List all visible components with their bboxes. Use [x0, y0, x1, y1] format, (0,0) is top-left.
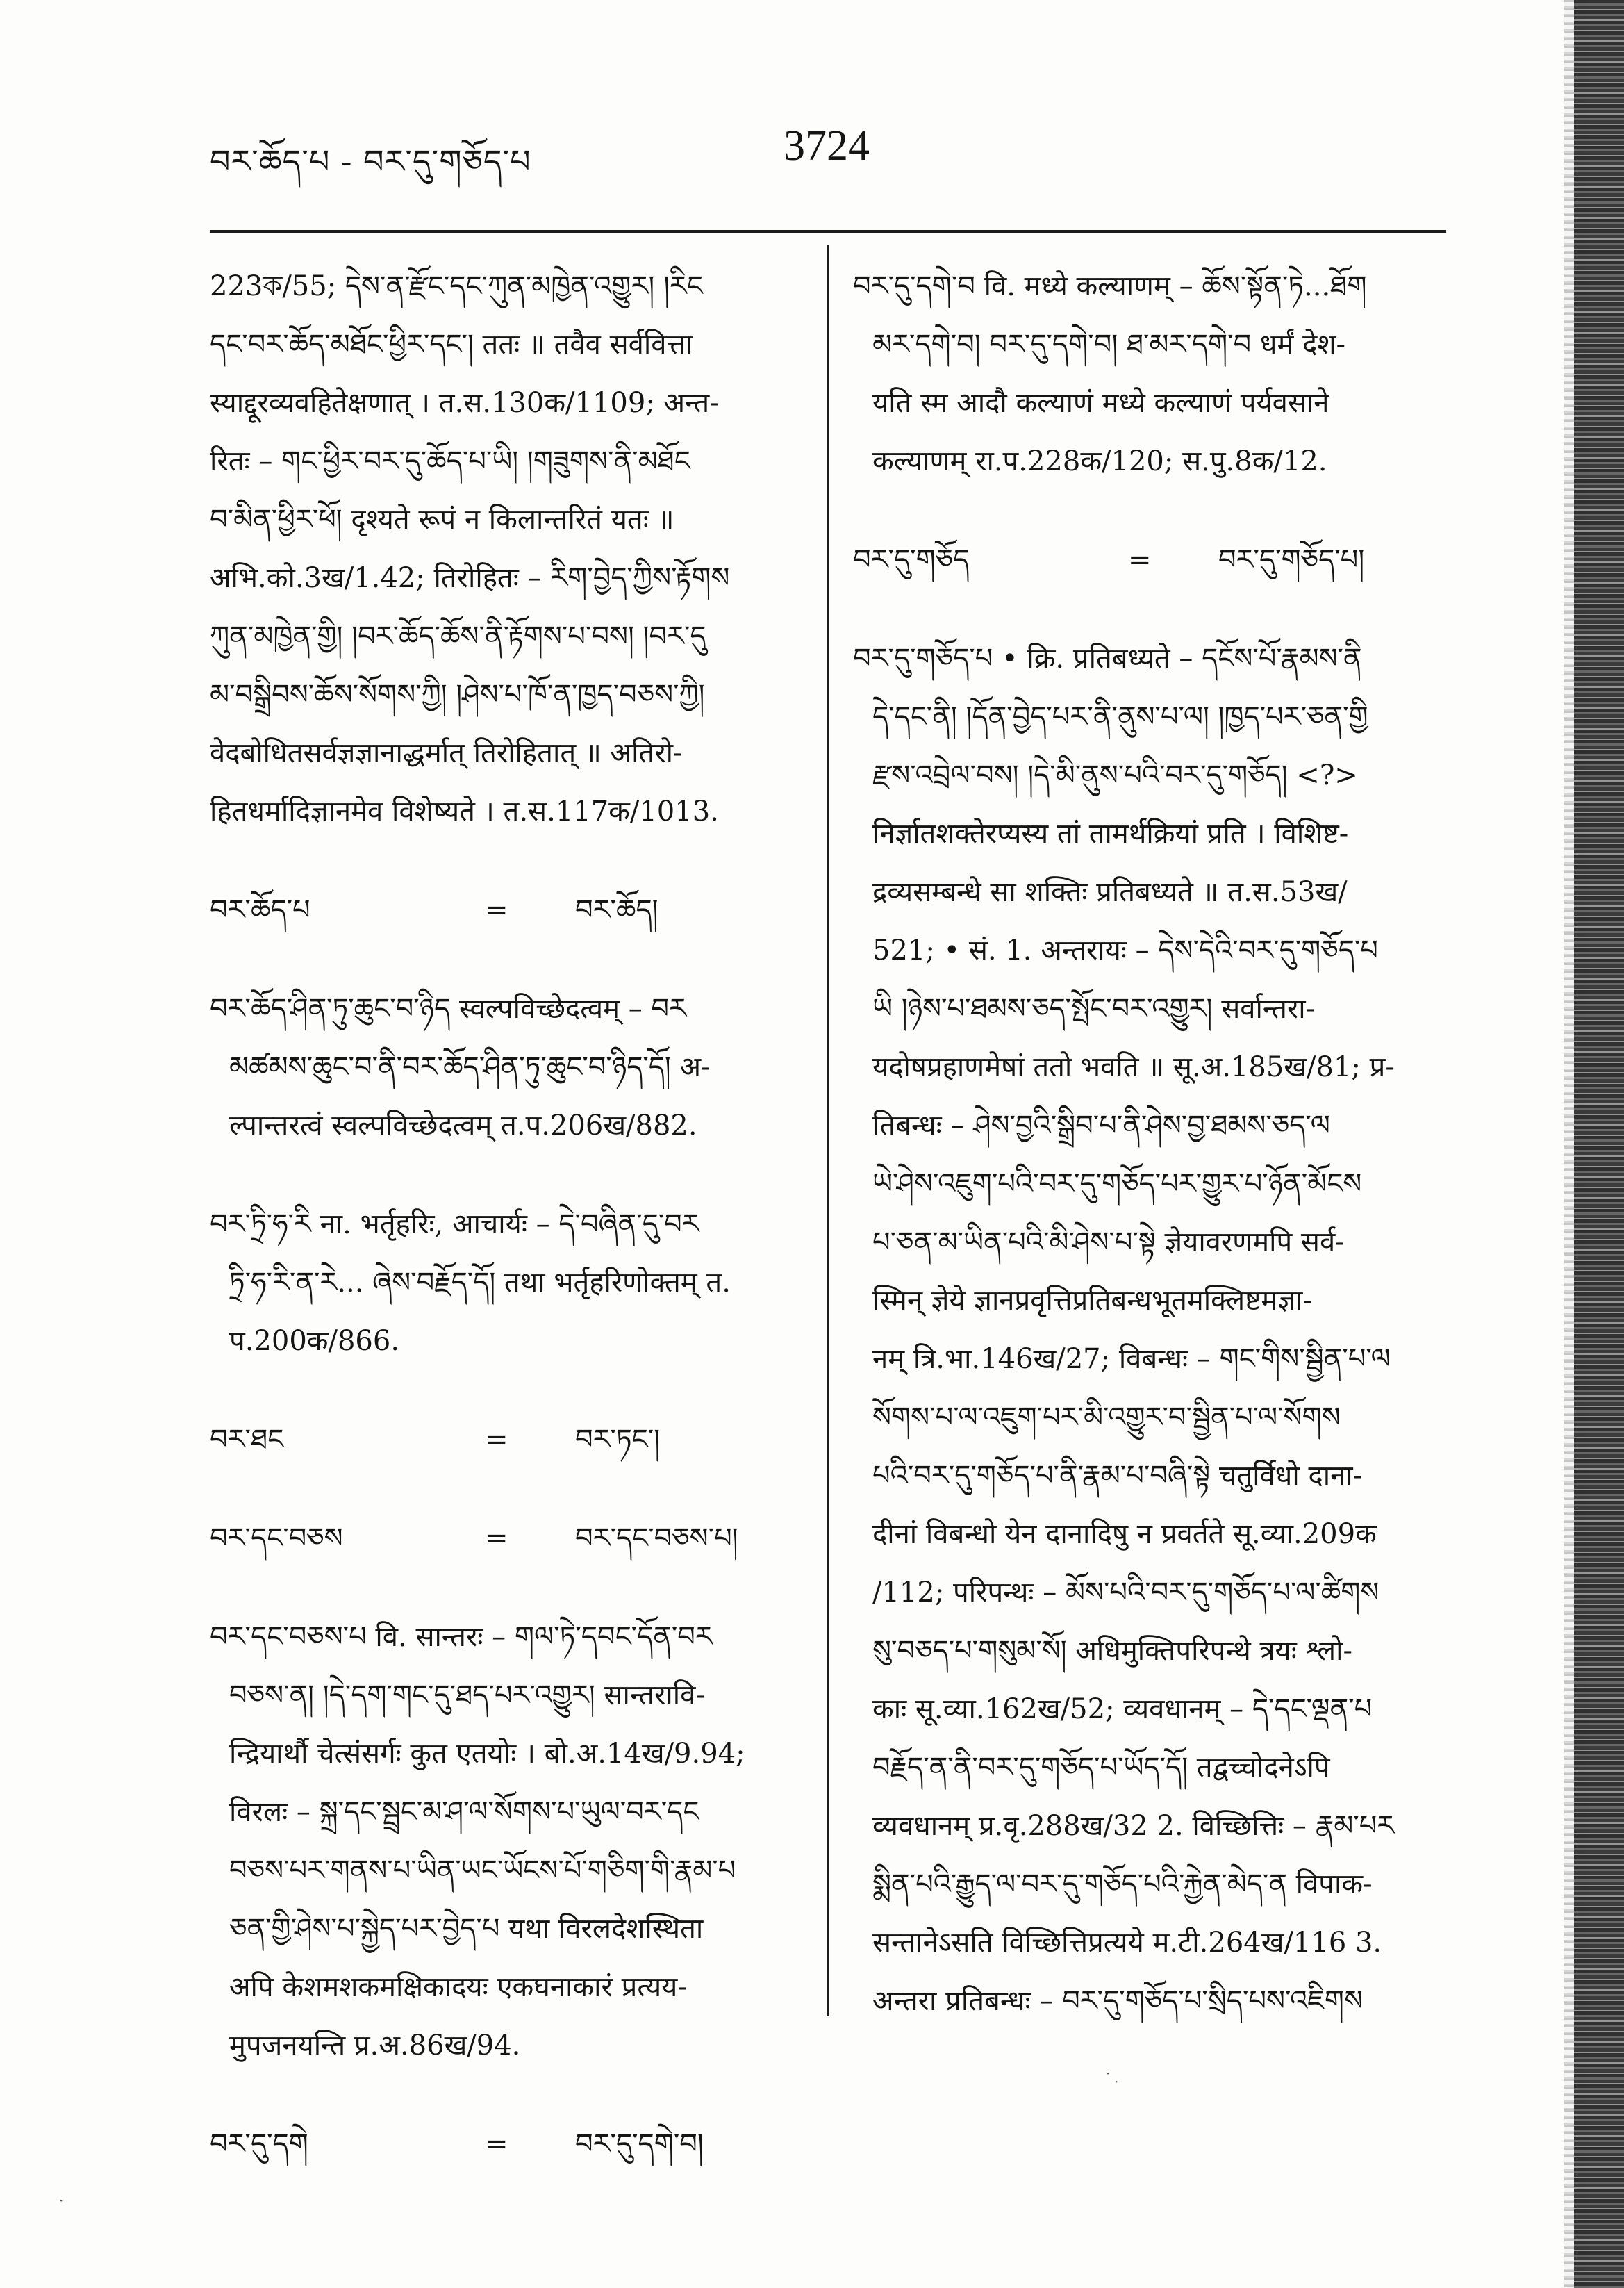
entry-line: न्द्रियार्थौ चेत्संसर्गः कुत एतयोः । बो.अ.14ख/9.94;	[229, 1738, 745, 1770]
entry-line: བར་དང་བཅས་པ वि. सान्तरः – གལ་ཏེ་དབང་དོན་བར	[210, 1621, 713, 1653]
entry-line: མ་བསྒྲིབས་ཆོས་སོགས་ཀྱི། །ཤེས་པ་ཁོ་ན་ཁྱད་བཅས་ཀྱི།	[210, 679, 705, 711]
entry-line: वेदबोधितसर्वज्ञज्ञानाद्धर्मात् तिरोहितात् ॥ अतिरो-	[210, 737, 683, 769]
headword: བར་ཐང	[210, 1424, 284, 1456]
headword: བར་དུ་གཅོད	[853, 544, 970, 576]
entry-line: तिबन्धः – ཤེས་བྱའི་སྒྲིབ་པ་ནི་ཤེས་བྱ་ཐམས་ཅད་ལ	[872, 1110, 1330, 1142]
entry-line: སྨིན་པའི་རྒྱུད་ལ་བར་དུ་གཅོད་པའི་རྐྱེན་མེད་ན विपाक-	[872, 1868, 1373, 1900]
entry-line: कल्याणम् रा.प.228क/120; स.पु.8क/12.	[872, 445, 1327, 477]
entry-line: स्याद्दूरव्यवहितेक्षणात् । त.स.130क/1109; अन्त-	[210, 387, 719, 419]
entry-line: यति स्म आदौ कल्याणं मध्ये कल्याणं पर्यवसाने	[872, 387, 1329, 419]
right-column	[853, 257, 1450, 2071]
entry-line: དང་བར་ཆོད་མཐོང་ཕྱིར་དང་། ततः ॥ तवैव सर्ववित्ता	[210, 329, 693, 361]
entry-line: ल्पान्तरत्वं स्वल्पविच्छेदत्वम् त.प.206ख/882.	[229, 1110, 697, 1142]
equals-sign: =	[1128, 544, 1152, 576]
dictionary-entry	[853, 629, 1450, 2030]
entry-line: 223ক/55; དེས་ན་རྫོང་དང་ཀུན་མཁྱེན་འགྱུར། །རིང	[210, 270, 703, 302]
cross-reference-entry	[210, 881, 807, 939]
entry-line: 521; • सं. 1. अन्तरायः – དེས་དེའི་བར་དུ་གཅོད་པ	[872, 935, 1378, 966]
entry-line: མར་དགེ་བ། བར་དུ་དགེ་བ། ཐ་མར་དགེ་བ धर्मं देश-	[872, 329, 1346, 361]
entry-line: པ་ཅན་མ་ཡིན་པའི་མི་ཤེས་པ་སྟེ ज्ञेयावरणमपि सर्व-	[872, 1226, 1345, 1258]
entry-line: བར་ཆོད་ཤིན་ཏུ་ཆུང་བ་ཉིད स्वल्पविच्छेदत्वम् – བར	[210, 993, 686, 1025]
dictionary-entry	[210, 257, 807, 841]
entry-line: སུ་བཅད་པ་གསུམ་སོ། अधिमुक्तिपरिपन्थे त्रयः श्लो-	[872, 1635, 1353, 1667]
reference-target: བར་དང་བཅས་པ།	[575, 1522, 738, 1554]
entry-line: नम् त्रि.भा.146ख/27; विबन्धः – གང་གིས་སྦྱིན་པ་ལ	[872, 1343, 1391, 1375]
equals-sign: =	[485, 1424, 508, 1456]
entry-line: སོགས་པ་ལ་འཇུག་པར་མི་འགྱུར་བ་སྦྱིན་པ་ལ་སོགས	[872, 1401, 1341, 1433]
cross-reference-entry	[210, 1509, 807, 1567]
entry-line: दीनां विबन्धो येन दानादिषु न प्रवर्तते सू.व्या.209क	[872, 1518, 1377, 1550]
cross-reference-entry	[853, 531, 1450, 589]
entry-line: ཀུན་མཁྱེན་གྱི། །བར་ཆོད་ཆོས་ནི་རྟོགས་པ་བས། །བར་དུ	[210, 620, 706, 652]
left-column	[210, 257, 807, 2214]
equals-sign: =	[485, 894, 508, 926]
entry-line: मुपजनयन्ति प्र.अ.86ख/94.	[229, 2030, 521, 2061]
entry-line: ཡེ་ཤེས་འཇུག་པའི་བར་དུ་གཅོད་པར་གྱུར་པ་ཉོན་མོངས	[872, 1168, 1362, 1200]
entry-line: यदोषप्रहाणमेषां ततो भवति ॥ सू.अ.185ख/81; प्र-	[872, 1051, 1395, 1083]
entry-line: བཅས་ན། །དེ་དག་གང་དུ་ཐད་པར་འགྱུར། सान्तरावि-	[229, 1679, 705, 1711]
headword: བར་དུ་དགེ	[210, 2128, 308, 2160]
entry-line: /112; परिपन्थः – མོས་པའི་བར་དུ་གཅོད་པ་ལ་ཚིགས	[872, 1577, 1379, 1608]
entry-line: པའི་བར་དུ་གཅོད་པ་ནི་རྣམ་པ་བཞི་སྟེ चतुर्विधो दाना-	[872, 1460, 1363, 1492]
entry-line: བརྗོད་ན་ནི་བར་དུ་གཅོད་པ་ཡོད་དོ། तद्वच्चोदनेऽपि	[872, 1752, 1330, 1784]
cross-reference-entry	[210, 1410, 807, 1469]
entry-line: བ་མིན་ཕྱིར་ཕོ། दृश्यते रूपं न किलान्तरितं यतः ॥	[210, 504, 674, 536]
entry-line: स्मिन् ज्ञेये ज्ञानप्रवृत्तिप्रतिबन्धभूतमक्लिष्टमज्ञा-	[872, 1285, 1312, 1317]
entry-line: अपि केशमशकमक्षिकादयः एकघनाकारं प्रत्यय-	[229, 1971, 687, 2003]
entry-line: བར་ཏྲི་ཧ་རི ना. भर्तृहरिः, आचार्यः – དེ་བཞིན་དུ་བར	[210, 1208, 699, 1240]
entry-line: བཅས་པར་གནས་པ་ཡིན་ཡང་ཡོངས་པོ་གཅིག་གི་རྣམ་པ	[229, 1854, 736, 1886]
header-rule	[210, 230, 1446, 233]
entry-line: བར་དུ་དགེ་བ वि. मध्ये कल्याणम् – ཆོས་སྟོན་ཏེ...ཐོག	[853, 270, 1367, 302]
equals-sign: =	[485, 1522, 508, 1554]
entry-line: निर्ज्ञातशक्तेरप्यस्य तां तामर्थक्रियां प्रति । विशिष्ट-	[872, 818, 1349, 850]
entry-line: རྫས་འབྲེལ་བས། །དེ་མི་ནུས་པའི་བར་དུ་གཅོད། <?>	[872, 759, 1358, 791]
entry-line: सन्तानेऽसति विच्छित्तिप्रत्यये म.टी.264ख/116 3.	[872, 1927, 1382, 1959]
entry-line: ཡི །ཉེས་པ་ཐམས་ཅད་སྤོང་བར་འགྱུར། सर्वान्तरा-	[872, 993, 1316, 1025]
entry-line: ཏྲི་ཧ་རི་ན་རེ... ཞེས་བརྗོད་དོ། तथा भर्तृहरिणोक्तम् त.	[229, 1267, 731, 1299]
reference-target: བར་དུ་གཅོད་པ།	[1218, 544, 1365, 576]
entry-line: अभि.को.3ख/1.42; तिरोहितः – རིག་བྱེད་ཀྱིས་རྟོགས	[210, 562, 730, 594]
scan-speck: ·	[1114, 2073, 1119, 2090]
dictionary-entry	[210, 980, 807, 1155]
scanned-page-edge	[1574, 0, 1624, 2288]
entry-line: ཅན་གྱི་ཤེས་པ་སྐྱེད་པར་བྱེད་པ यथा विरलदेशस्थिता	[229, 1913, 704, 1945]
dictionary-entry	[853, 257, 1450, 491]
headword: བར་དང་བཅས	[210, 1522, 343, 1554]
page-number: 3724	[784, 122, 870, 170]
entry-line: प.200क/866.	[229, 1325, 400, 1357]
entry-line: द्रव्यसम्बन्धे सा शक्तिः प्रतिबध्यते ॥ त.स.53ख/	[872, 876, 1348, 908]
entry-line: काः सू.व्या.162ख/52; व्यवधानम् – དེ་དང་ལྡན་པ	[872, 1693, 1373, 1725]
entry-line: हितधर्मादिज्ञानमेव विशेष्यते । त.स.117क/1013.	[210, 796, 719, 828]
headword: བར་ཆོད་པ	[210, 894, 310, 926]
reference-target: བར་དུ་དགེ་བ།	[575, 2128, 704, 2160]
cross-reference-entry	[210, 2115, 807, 2173]
entry-line: མཚམས་ཆུང་བ་ནི་བར་ཆོད་ཤིན་ཏུ་ཆུང་བ་ཉིད་དོ། अ-	[229, 1051, 711, 1083]
reference-target: བར་ཏང་།	[575, 1424, 661, 1456]
equals-sign: =	[485, 2128, 508, 2160]
entry-line: བར་དུ་གཅོད་པ • क्रि. प्रतिबध्यते – དངོས་པོ་རྣམས་ནི	[853, 643, 1362, 675]
column-divider	[827, 245, 829, 2016]
entry-line: विरलः – སྐྲ་དང་སྦྲང་མ་ཤ་ལ་སོགས་པ་ཡུལ་བར་དང	[229, 1796, 699, 1828]
scan-speck: ·	[59, 2192, 64, 2209]
entry-line: व्यवधानम् प्र.वृ.288ख/32 2. विच्छित्तिः – རྣམ་པར	[872, 1810, 1395, 1842]
dictionary-entry	[210, 1195, 807, 1370]
entry-line: रितः – གང་ཕྱིར་བར་དུ་ཆོད་པ་ཡི། །གཟུགས་ནི་མཐོང	[210, 445, 690, 477]
scan-speck: ·	[1106, 2065, 1111, 2082]
running-header: བར་ཆོད་པ - བར་དུ་གཅོད་པ	[210, 142, 531, 180]
entry-line: अन्तरा प्रतिबन्धः – བར་དུ་གཅོད་པ་སྲིད་པས་འཇིགས	[872, 1985, 1363, 2017]
reference-target: བར་ཆོད།	[575, 894, 658, 926]
dictionary-entry	[210, 1608, 807, 2075]
entry-line: དེ་དང་ནི། །དོན་བྱེད་པར་ནི་ནུས་པ་ལ། །ཁྱད་པར་ཅན་གྱི	[872, 701, 1368, 733]
